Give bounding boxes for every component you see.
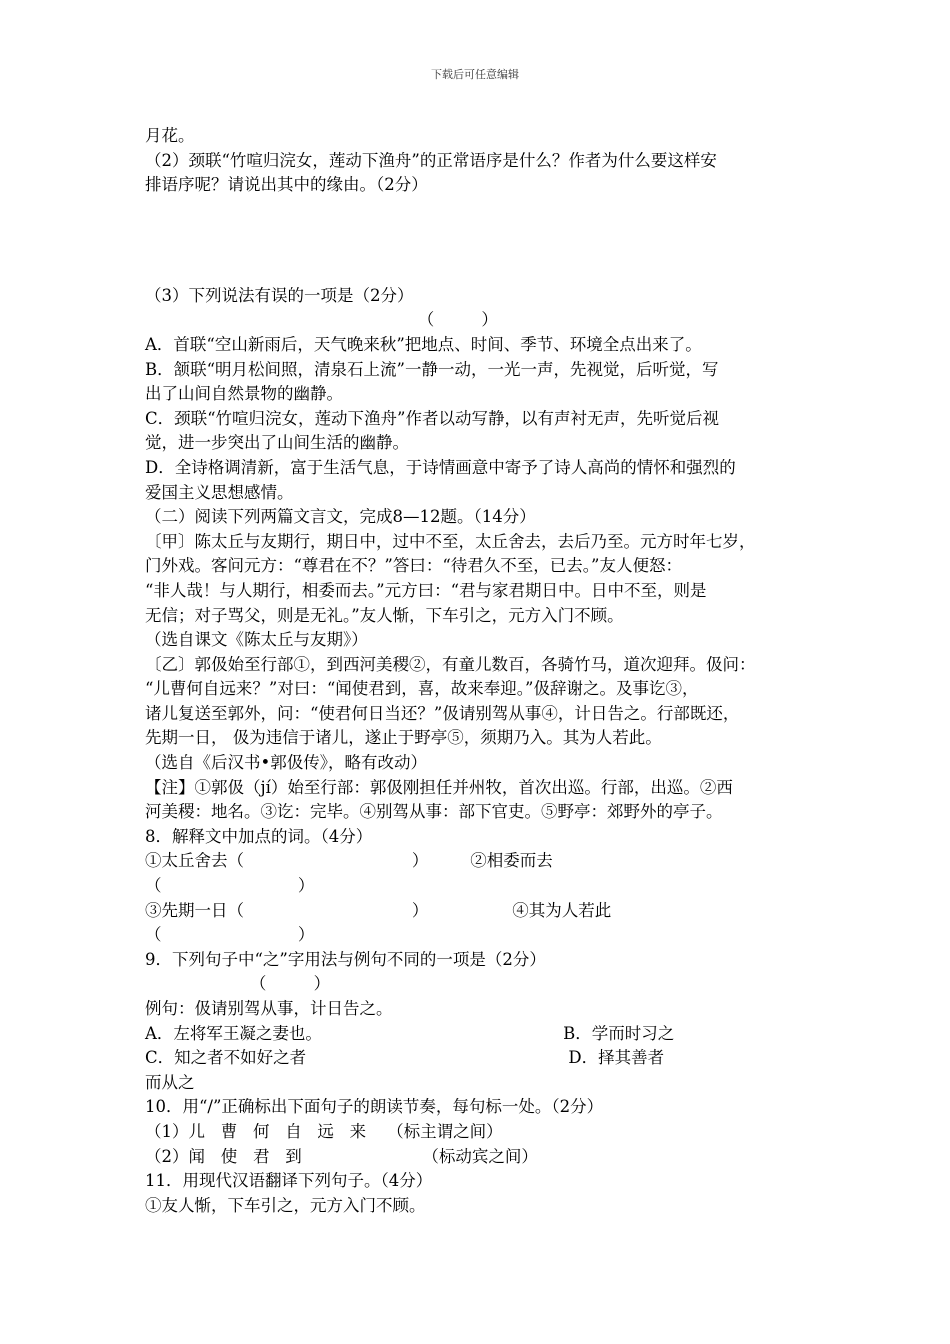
options-c-d: C．知之者不如好之者 D．择其善者	[145, 1048, 665, 1068]
option-c-line-2: 觉，进一步突出了山间生活的幽静。	[145, 433, 409, 453]
passage-a-line-4: 无信；对子骂父，则是无礼。”友人惭，下车引之，元方入门不顾。	[145, 605, 624, 625]
question-10-item-1: （1）儿 曹 何 自 远 来 （标主谓之间）	[145, 1121, 503, 1141]
answer-bracket: （ ）	[145, 974, 331, 994]
notes-line-2: 河美稷：地名。③讫：完毕。④别驾从事：部下官吏。⑤野亭：郊野外的亭子。	[145, 802, 723, 822]
text-line: 月花。	[145, 126, 195, 145]
question-9: 9．下列句子中“之”字用法与例句不同的一项是（2分）	[145, 949, 546, 969]
question-3: （3）下列说法有误的一项是（2分）	[145, 285, 414, 305]
question-8-blank-4: （ ）	[145, 925, 315, 945]
document-body	[145, 124, 810, 1218]
page-header: 下载后可任意编辑	[431, 68, 519, 81]
option-d-cont: 而从之	[145, 1072, 195, 1092]
question-2-line-2: 排语序呢？请说出其中的缘由。（2分）	[145, 175, 428, 195]
passage-a-source: （选自课文《陈太丘与友期》）	[145, 630, 368, 650]
options-a-b: A．左将军王凝之妻也。 B．学而时习之	[145, 1023, 675, 1043]
passage-b-source: （选自《后汉书•郭伋传》，略有改动）	[145, 753, 427, 773]
question-10: 10．用“/”正确标出下面句子的朗读节奏，每句标一处。（2分）	[145, 1097, 604, 1117]
passage-b-line-1: 〔乙〕郭伋始至行部①，到西河美稷②，有童儿数百，各骑竹马，道次迎拜。伋问：	[145, 654, 756, 674]
example-sentence: 例句：伋请别驾从事，计日告之。	[145, 999, 393, 1018]
question-8-item-1-2: ①太丘舍去（ ） ②相委而去	[145, 851, 553, 871]
passage-a-line-3: “非人哉！与人期行，相委而去。”元方曰：“君与家君期日中。日中不至，则是	[145, 580, 707, 600]
answer-bracket: （ ）	[145, 310, 498, 330]
option-d-line-1: D．全诗格调清新，富于生活气息，于诗情画意中寄予了诗人高尚的情怀和强烈的	[145, 457, 736, 477]
question-2-line-1: （2）颈联“竹喧归浣女，莲动下渔舟”的正常语序是什么？作者为什么要这样安	[145, 150, 717, 170]
option-a: A．首联“空山新雨后，天气晚来秋”把地点、时间、季节、环境全点出来了。	[145, 334, 702, 354]
question-10-item-2: （2）闻 使 君 到 （标动宾之间）	[145, 1146, 538, 1166]
passage-b-line-4: 先期一日， 伋为违信于诸儿，遂止于野亭⑤，须期乃入。其为人若此。	[145, 728, 662, 748]
question-8: 8．解释文中加点的词。（4分）	[145, 826, 373, 846]
passage-a-line-2: 门外戏。客问元方：“尊君在不？”答曰：“待君久不至，已去。”友人便怒：	[145, 556, 682, 576]
section-heading: （二）阅读下列两篇文言文，完成8—12题。（14分）	[145, 507, 536, 527]
option-d-line-2: 爱国主义思想感情。	[145, 482, 294, 502]
option-b-line-2: 出了山间自然景物的幽静。	[145, 384, 343, 404]
option-c-line-1: C．颈联“竹喧归浣女，莲动下渔舟”作者以动写静，以有声衬无声，先听觉后视	[145, 408, 719, 428]
passage-b-line-2: “儿曹何自远来？”对曰：“闻使君到，喜，故来奉迎。”伋辞谢之。及事讫③，	[145, 679, 699, 699]
question-8-item-3-4: ③先期一日（ ） ④其为人若此	[145, 900, 612, 920]
question-11-item-1: ①友人惭，下车引之，元方入门不顾。	[145, 1195, 426, 1215]
passage-b-line-3: 诸儿复送至郭外，问：“使君何日当还？”伋请别驾从事④，计日告之。行部既还，	[145, 703, 740, 723]
answer-space	[145, 198, 810, 284]
option-b-line-1: B．颔联“明月松间照，清泉石上流”一静一动，一光一声，先视觉，后听觉，写	[145, 359, 719, 379]
notes-line-1: 【注】①郭伋（jí）始至行部：郭伋刚担任并州牧，首次出巡。行部，出巡。②西	[145, 777, 733, 797]
passage-a-line-1: 〔甲〕陈太丘与友期行，期日中，过中不至，太丘舍去，去后乃至。元方时年七岁，	[145, 531, 756, 551]
question-11: 11．用现代汉语翻译下列句子。（4分）	[145, 1171, 433, 1191]
question-8-blank-2: （ ）	[145, 876, 315, 896]
